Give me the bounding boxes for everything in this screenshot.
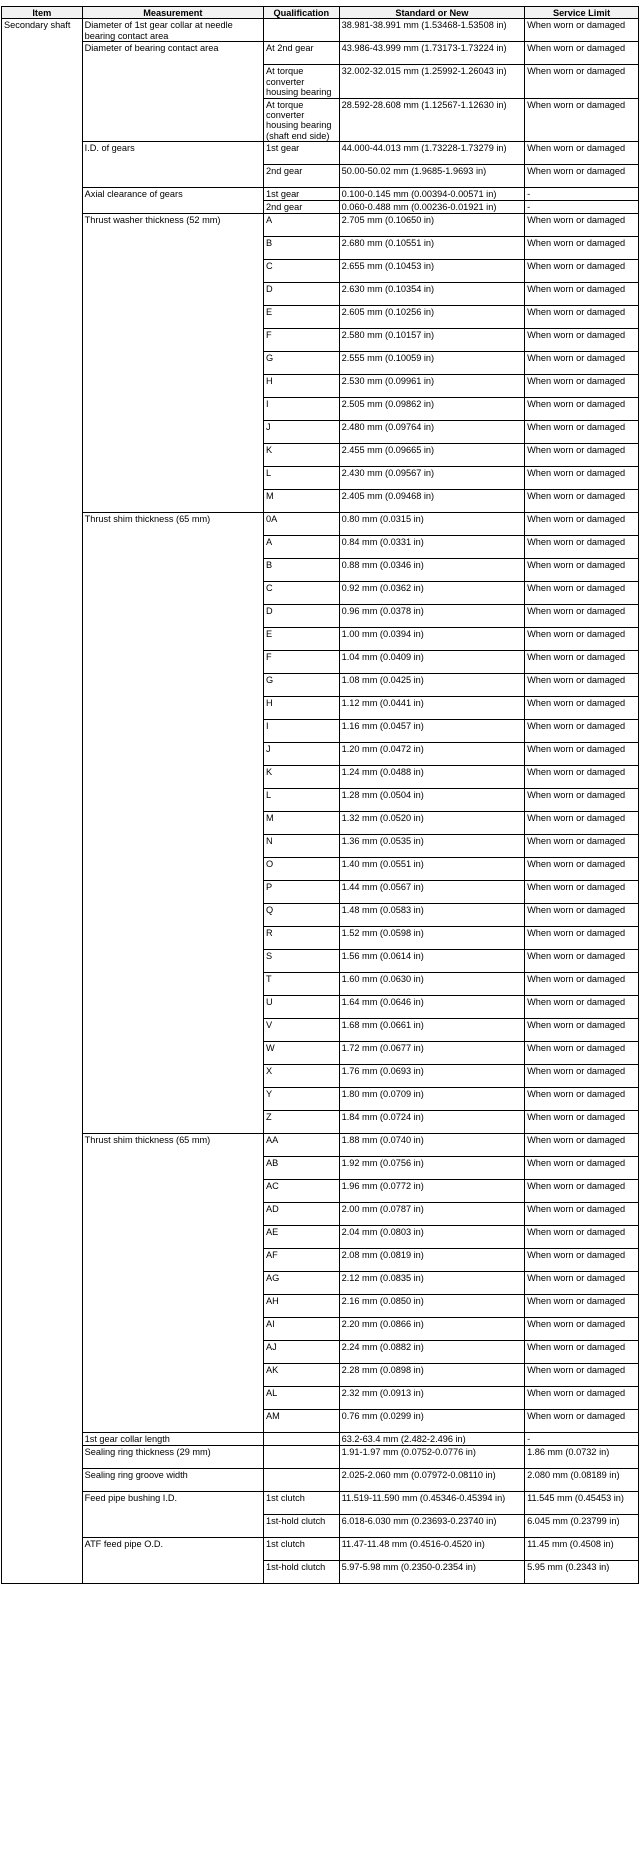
standard-cell: 2.04 mm (0.0803 in) — [339, 1226, 524, 1249]
service-limit-cell: When worn or damaged — [525, 1318, 639, 1341]
measurement-cell: 1st gear collar length — [82, 1433, 263, 1446]
qualification-cell — [264, 1446, 340, 1469]
table-row — [2, 214, 639, 237]
qualification-cell: AJ — [264, 1341, 340, 1364]
qualification-cell: Z — [264, 1111, 340, 1134]
standard-cell: 1.28 mm (0.0504 in) — [339, 789, 524, 812]
standard-cell: 2.705 mm (0.10650 in) — [339, 214, 524, 237]
standard-cell: 28.592-28.608 mm (1.12567-1.12630 in) — [339, 98, 524, 142]
service-limit-cell: When worn or damaged — [525, 375, 639, 398]
service-limit-cell: 1.86 mm (0.0732 in) — [525, 1446, 639, 1469]
qualification-cell: I — [264, 720, 340, 743]
qualification-cell: B — [264, 237, 340, 260]
standard-cell: 2.20 mm (0.0866 in) — [339, 1318, 524, 1341]
standard-cell: 1.12 mm (0.0441 in) — [339, 697, 524, 720]
measurement-cell: Diameter of bearing contact area — [82, 42, 263, 142]
qualification-cell: AK — [264, 1364, 340, 1387]
standard-cell: 43.986-43.999 mm (1.73173-1.73224 in) — [339, 42, 524, 65]
qualification-cell: AE — [264, 1226, 340, 1249]
service-limit-cell: When worn or damaged — [525, 1364, 639, 1387]
table-row — [2, 1433, 639, 1446]
table-row — [2, 42, 639, 65]
standard-cell: 1.96 mm (0.0772 in) — [339, 1180, 524, 1203]
service-limit-cell: 11.545 mm (0.45453 in) — [525, 1492, 639, 1515]
service-limit-cell: When worn or damaged — [525, 1180, 639, 1203]
measurement-cell: Axial clearance of gears — [82, 188, 263, 214]
qualification-cell: W — [264, 1042, 340, 1065]
qualification-cell: AL — [264, 1387, 340, 1410]
qualification-cell — [264, 1469, 340, 1492]
qualification-cell: AD — [264, 1203, 340, 1226]
standard-cell: 1.72 mm (0.0677 in) — [339, 1042, 524, 1065]
standard-cell: 2.16 mm (0.0850 in) — [339, 1295, 524, 1318]
standard-cell: 11.47-11.48 mm (0.4516-0.4520 in) — [339, 1538, 524, 1561]
qualification-cell: A — [264, 536, 340, 559]
table-row — [2, 1469, 639, 1492]
service-limit-cell: When worn or damaged — [525, 996, 639, 1019]
spec-table-body — [2, 19, 639, 1584]
standard-cell: 2.505 mm (0.09862 in) — [339, 398, 524, 421]
service-limit-cell: When worn or damaged — [525, 835, 639, 858]
qualification-cell: 2nd gear — [264, 201, 340, 214]
standard-cell: 1.44 mm (0.0567 in) — [339, 881, 524, 904]
qualification-cell: N — [264, 835, 340, 858]
measurement-cell: Sealing ring thickness (29 mm) — [82, 1446, 263, 1469]
standard-cell: 1.40 mm (0.0551 in) — [339, 858, 524, 881]
service-limit-cell: When worn or damaged — [525, 19, 639, 42]
standard-cell: 2.580 mm (0.10157 in) — [339, 329, 524, 352]
qualification-cell: M — [264, 490, 340, 513]
service-limit-cell: When worn or damaged — [525, 1157, 639, 1180]
qualification-cell: B — [264, 559, 340, 582]
service-limit-cell: When worn or damaged — [525, 651, 639, 674]
service-limit-cell: When worn or damaged — [525, 421, 639, 444]
service-limit-cell: When worn or damaged — [525, 98, 639, 142]
qualification-cell: G — [264, 674, 340, 697]
qualification-cell: AI — [264, 1318, 340, 1341]
standard-cell: 1.91-1.97 mm (0.0752-0.0776 in) — [339, 1446, 524, 1469]
service-limit-cell: When worn or damaged — [525, 674, 639, 697]
spec-table — [1, 6, 639, 1584]
service-limit-cell: When worn or damaged — [525, 329, 639, 352]
qualification-cell: U — [264, 996, 340, 1019]
table-row — [2, 1538, 639, 1561]
standard-cell: 44.000-44.013 mm (1.73228-1.73279 in) — [339, 142, 524, 165]
qualification-cell: At 2nd gear — [264, 42, 340, 65]
standard-cell: 1.00 mm (0.0394 in) — [339, 628, 524, 651]
service-limit-cell: When worn or damaged — [525, 1249, 639, 1272]
standard-cell: 2.405 mm (0.09468 in) — [339, 490, 524, 513]
qualification-cell: T — [264, 973, 340, 996]
qualification-cell — [264, 19, 340, 42]
service-limit-cell: When worn or damaged — [525, 444, 639, 467]
service-limit-cell: When worn or damaged — [525, 950, 639, 973]
standard-cell: 2.32 mm (0.0913 in) — [339, 1387, 524, 1410]
item-cell: Secondary shaft — [2, 19, 83, 1584]
service-limit-cell: - — [525, 188, 639, 201]
standard-cell: 2.08 mm (0.0819 in) — [339, 1249, 524, 1272]
standard-cell: 0.100-0.145 mm (0.00394-0.00571 in) — [339, 188, 524, 201]
standard-cell: 1.20 mm (0.0472 in) — [339, 743, 524, 766]
standard-cell: 2.555 mm (0.10059 in) — [339, 352, 524, 375]
measurement-cell: I.D. of gears — [82, 142, 263, 188]
qualification-cell: 1st clutch — [264, 1538, 340, 1561]
standard-cell: 1.64 mm (0.0646 in) — [339, 996, 524, 1019]
table-row — [2, 1134, 639, 1157]
table-row — [2, 19, 639, 42]
measurement-cell: Sealing ring groove width — [82, 1469, 263, 1492]
standard-cell: 2.530 mm (0.09961 in) — [339, 375, 524, 398]
standard-cell: 1.84 mm (0.0724 in) — [339, 1111, 524, 1134]
header-item: Item — [2, 7, 83, 19]
qualification-cell: 2nd gear — [264, 165, 340, 188]
standard-cell: 1.76 mm (0.0693 in) — [339, 1065, 524, 1088]
service-limit-cell: When worn or damaged — [525, 973, 639, 996]
service-limit-cell: - — [525, 201, 639, 214]
qualification-cell: A — [264, 214, 340, 237]
standard-cell: 11.519-11.590 mm (0.45346-0.45394 in) — [339, 1492, 524, 1515]
qualification-cell: At torque converter housing bearing — [264, 65, 340, 98]
service-limit-cell: When worn or damaged — [525, 283, 639, 306]
standard-cell: 0.88 mm (0.0346 in) — [339, 559, 524, 582]
qualification-cell: AC — [264, 1180, 340, 1203]
table-row — [2, 513, 639, 536]
measurement-cell: Thrust shim thickness (65 mm) — [82, 1134, 263, 1433]
standard-cell: 1.04 mm (0.0409 in) — [339, 651, 524, 674]
service-limit-cell: 5.95 mm (0.2343 in) — [525, 1561, 639, 1584]
qualification-cell: L — [264, 789, 340, 812]
qualification-cell: G — [264, 352, 340, 375]
service-limit-cell: When worn or damaged — [525, 1272, 639, 1295]
service-limit-cell: When worn or damaged — [525, 1295, 639, 1318]
service-limit-cell: When worn or damaged — [525, 1111, 639, 1134]
service-limit-cell: When worn or damaged — [525, 927, 639, 950]
standard-cell: 63.2-63.4 mm (2.482-2.496 in) — [339, 1433, 524, 1446]
standard-cell: 0.96 mm (0.0378 in) — [339, 605, 524, 628]
service-limit-cell: When worn or damaged — [525, 165, 639, 188]
service-limit-cell: When worn or damaged — [525, 628, 639, 651]
qualification-cell: K — [264, 766, 340, 789]
service-limit-cell: When worn or damaged — [525, 605, 639, 628]
standard-cell: 5.97-5.98 mm (0.2350-0.2354 in) — [339, 1561, 524, 1584]
qualification-cell: S — [264, 950, 340, 973]
service-limit-cell: When worn or damaged — [525, 743, 639, 766]
qualification-cell: I — [264, 398, 340, 421]
header-qualification: Qualification — [264, 7, 340, 19]
qualification-cell: AB — [264, 1157, 340, 1180]
service-limit-cell: When worn or damaged — [525, 513, 639, 536]
qualification-cell: J — [264, 743, 340, 766]
standard-cell: 0.84 mm (0.0331 in) — [339, 536, 524, 559]
standard-cell: 2.655 mm (0.10453 in) — [339, 260, 524, 283]
standard-cell: 1.80 mm (0.0709 in) — [339, 1088, 524, 1111]
qualification-cell: C — [264, 260, 340, 283]
qualification-cell: Y — [264, 1088, 340, 1111]
standard-cell: 1.24 mm (0.0488 in) — [339, 766, 524, 789]
standard-cell: 1.36 mm (0.0535 in) — [339, 835, 524, 858]
qualification-cell: D — [264, 605, 340, 628]
service-limit-cell: When worn or damaged — [525, 142, 639, 165]
service-limit-cell: When worn or damaged — [525, 904, 639, 927]
header-row — [2, 7, 639, 19]
measurement-cell: Diameter of 1st gear collar at needle bearing contact area — [82, 19, 263, 42]
service-limit-cell: When worn or damaged — [525, 65, 639, 98]
standard-cell: 2.025-2.060 mm (0.07972-0.08110 in) — [339, 1469, 524, 1492]
service-limit-cell: When worn or damaged — [525, 42, 639, 65]
standard-cell: 1.32 mm (0.0520 in) — [339, 812, 524, 835]
qualification-cell: O — [264, 858, 340, 881]
standard-cell: 1.52 mm (0.0598 in) — [339, 927, 524, 950]
qualification-cell: X — [264, 1065, 340, 1088]
service-limit-cell: When worn or damaged — [525, 1134, 639, 1157]
standard-cell: 2.680 mm (0.10551 in) — [339, 237, 524, 260]
service-limit-cell: When worn or damaged — [525, 1042, 639, 1065]
standard-cell: 50.00-50.02 mm (1.9685-1.9693 in) — [339, 165, 524, 188]
service-limit-cell: When worn or damaged — [525, 720, 639, 743]
standard-cell: 1.56 mm (0.0614 in) — [339, 950, 524, 973]
table-row — [2, 1492, 639, 1515]
header-standard: Standard or New — [339, 7, 524, 19]
service-limit-cell: When worn or damaged — [525, 1088, 639, 1111]
measurement-cell: Thrust shim thickness (65 mm) — [82, 513, 263, 1134]
service-limit-cell: When worn or damaged — [525, 237, 639, 260]
standard-cell: 1.08 mm (0.0425 in) — [339, 674, 524, 697]
service-limit-cell: When worn or damaged — [525, 1203, 639, 1226]
qualification-cell: AM — [264, 1410, 340, 1433]
table-row — [2, 188, 639, 201]
qualification-cell: F — [264, 329, 340, 352]
standard-cell: 2.00 mm (0.0787 in) — [339, 1203, 524, 1226]
standard-cell: 2.605 mm (0.10256 in) — [339, 306, 524, 329]
measurement-cell: Thrust washer thickness (52 mm) — [82, 214, 263, 513]
qualification-cell: D — [264, 283, 340, 306]
qualification-cell: R — [264, 927, 340, 950]
standard-cell: 1.88 mm (0.0740 in) — [339, 1134, 524, 1157]
standard-cell: 2.480 mm (0.09764 in) — [339, 421, 524, 444]
service-limit-cell: When worn or damaged — [525, 490, 639, 513]
standard-cell: 0.060-0.488 mm (0.00236-0.01921 in) — [339, 201, 524, 214]
service-limit-cell: When worn or damaged — [525, 789, 639, 812]
service-limit-cell: When worn or damaged — [525, 467, 639, 490]
qualification-cell: 0A — [264, 513, 340, 536]
qualification-cell: AG — [264, 1272, 340, 1295]
header-service-limit: Service Limit — [525, 7, 639, 19]
standard-cell: 38.981-38.991 mm (1.53468-1.53508 in) — [339, 19, 524, 42]
standard-cell: 0.76 mm (0.0299 in) — [339, 1410, 524, 1433]
service-limit-cell: - — [525, 1433, 639, 1446]
qualification-cell: H — [264, 697, 340, 720]
service-limit-cell: When worn or damaged — [525, 766, 639, 789]
service-limit-cell: When worn or damaged — [525, 1019, 639, 1042]
table-row — [2, 1446, 639, 1469]
qualification-cell: At torque converter housing bearing (shaft end side) — [264, 98, 340, 142]
standard-cell: 2.430 mm (0.09567 in) — [339, 467, 524, 490]
qualification-cell: F — [264, 651, 340, 674]
qualification-cell: H — [264, 375, 340, 398]
measurement-cell: ATF feed pipe O.D. — [82, 1538, 263, 1584]
service-limit-cell: When worn or damaged — [525, 536, 639, 559]
standard-cell: 0.92 mm (0.0362 in) — [339, 582, 524, 605]
qualification-cell: J — [264, 421, 340, 444]
standard-cell: 6.018-6.030 mm (0.23693-0.23740 in) — [339, 1515, 524, 1538]
service-limit-cell: When worn or damaged — [525, 1410, 639, 1433]
service-limit-cell: When worn or damaged — [525, 260, 639, 283]
standard-cell: 2.630 mm (0.10354 in) — [339, 283, 524, 306]
service-limit-cell: When worn or damaged — [525, 559, 639, 582]
standard-cell: 1.60 mm (0.0630 in) — [339, 973, 524, 996]
header-measurement: Measurement — [82, 7, 263, 19]
standard-cell: 1.68 mm (0.0661 in) — [339, 1019, 524, 1042]
service-limit-cell: When worn or damaged — [525, 1226, 639, 1249]
qualification-cell: V — [264, 1019, 340, 1042]
qualification-cell: E — [264, 306, 340, 329]
service-limit-cell: When worn or damaged — [525, 858, 639, 881]
service-limit-cell: 11.45 mm (0.4508 in) — [525, 1538, 639, 1561]
service-limit-cell: When worn or damaged — [525, 398, 639, 421]
service-limit-cell: When worn or damaged — [525, 812, 639, 835]
service-limit-cell: 6.045 mm (0.23799 in) — [525, 1515, 639, 1538]
standard-cell: 2.28 mm (0.0898 in) — [339, 1364, 524, 1387]
qualification-cell: AH — [264, 1295, 340, 1318]
qualification-cell: M — [264, 812, 340, 835]
service-limit-cell: When worn or damaged — [525, 582, 639, 605]
standard-cell: 1.16 mm (0.0457 in) — [339, 720, 524, 743]
service-limit-cell: When worn or damaged — [525, 214, 639, 237]
qualification-cell: Q — [264, 904, 340, 927]
qualification-cell: 1st gear — [264, 142, 340, 165]
service-limit-cell: When worn or damaged — [525, 352, 639, 375]
service-limit-cell: When worn or damaged — [525, 1065, 639, 1088]
measurement-cell: Feed pipe bushing I.D. — [82, 1492, 263, 1538]
qualification-cell: C — [264, 582, 340, 605]
qualification-cell: 1st-hold clutch — [264, 1561, 340, 1584]
standard-cell: 32.002-32.015 mm (1.25992-1.26043 in) — [339, 65, 524, 98]
qualification-cell: 1st-hold clutch — [264, 1515, 340, 1538]
qualification-cell: 1st clutch — [264, 1492, 340, 1515]
qualification-cell: L — [264, 467, 340, 490]
qualification-cell: K — [264, 444, 340, 467]
qualification-cell — [264, 1433, 340, 1446]
qualification-cell: P — [264, 881, 340, 904]
table-row — [2, 142, 639, 165]
standard-cell: 2.24 mm (0.0882 in) — [339, 1341, 524, 1364]
standard-cell: 1.48 mm (0.0583 in) — [339, 904, 524, 927]
qualification-cell: AA — [264, 1134, 340, 1157]
qualification-cell: AF — [264, 1249, 340, 1272]
qualification-cell: E — [264, 628, 340, 651]
standard-cell: 0.80 mm (0.0315 in) — [339, 513, 524, 536]
service-limit-cell: When worn or damaged — [525, 1387, 639, 1410]
service-limit-cell: When worn or damaged — [525, 306, 639, 329]
standard-cell: 1.92 mm (0.0756 in) — [339, 1157, 524, 1180]
service-limit-cell: When worn or damaged — [525, 881, 639, 904]
standard-cell: 2.455 mm (0.09665 in) — [339, 444, 524, 467]
standard-cell: 2.12 mm (0.0835 in) — [339, 1272, 524, 1295]
qualification-cell: 1st gear — [264, 188, 340, 201]
service-limit-cell: When worn or damaged — [525, 697, 639, 720]
service-limit-cell: When worn or damaged — [525, 1341, 639, 1364]
service-limit-cell: 2.080 mm (0.08189 in) — [525, 1469, 639, 1492]
